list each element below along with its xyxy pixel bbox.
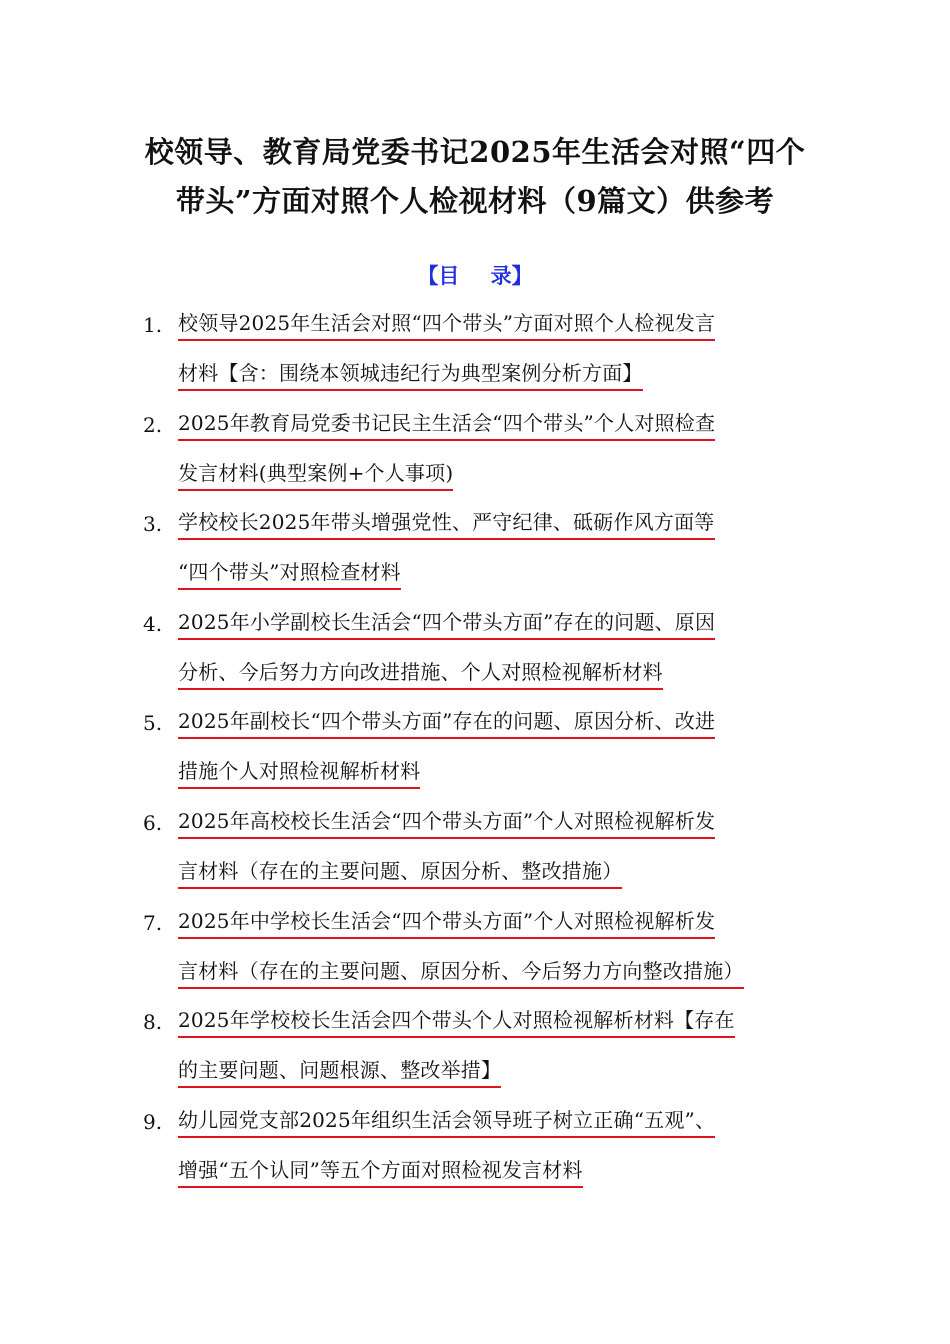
toc-item-link[interactable]: 言材料（存在的主要问题、原因分析、整改措施）	[178, 856, 622, 889]
toc-item-link[interactable]: 增强“五个认同”等五个方面对照检视发言材料	[178, 1155, 583, 1188]
toc-item-number: 1.	[143, 313, 163, 337]
toc-item-link[interactable]: 2025年副校长“四个带头方面”存在的问题、原因分析、改进	[178, 706, 715, 739]
toc-item-link[interactable]: 2025年学校校长生活会四个带头个人对照检视解析材料【存在	[178, 1005, 735, 1038]
toc-heading-right: 录】	[490, 263, 533, 288]
toc-item-link[interactable]: 分析、今后努力方向改进措施、个人对照检视解析材料	[178, 657, 663, 690]
toc-item-number: 7.	[143, 910, 163, 935]
toc-item[interactable]	[143, 806, 823, 906]
toc-item-link[interactable]: 校领导2025年生活会对照“四个带头”方面对照个人检视发言	[178, 308, 715, 341]
toc-item-number: 9.	[143, 1109, 163, 1134]
toc-item-link[interactable]: “四个带头”对照检查材料	[178, 557, 401, 590]
toc-item-link[interactable]: 2025年高校校长生活会“四个带头方面”个人对照检视解析发	[178, 806, 715, 839]
title-line: 校领导、教育局党委书记2025年生活会对照“四个	[144, 135, 806, 169]
toc-item-link[interactable]: 学校校长2025年带头增强党性、严守纪律、砥砺作风方面等	[178, 507, 715, 540]
toc-item-link[interactable]: 发言材料(典型案例+个人事项)	[178, 458, 453, 491]
toc-item-number: 2.	[143, 412, 163, 437]
toc-item-link[interactable]: 材料【含：围绕本领城违纪行为典型案例分析方面】	[178, 358, 643, 391]
table-of-contents	[143, 308, 823, 1204]
toc-item[interactable]	[143, 408, 823, 508]
toc-item-link[interactable]: 幼儿园党支部2025年组织生活会领导班子树立正确“五观”、	[178, 1105, 715, 1138]
toc-item[interactable]	[143, 706, 823, 806]
toc-item-number: 4.	[143, 611, 163, 636]
toc-item-link[interactable]: 的主要问题、问题根源、整改举措】	[178, 1055, 501, 1088]
toc-item-link[interactable]: 2025年小学副校长生活会“四个带头方面”存在的问题、原因	[178, 607, 715, 640]
toc-item[interactable]	[143, 607, 823, 707]
toc-item[interactable]	[143, 1005, 823, 1105]
toc-item-link[interactable]: 2025年教育局党委书记民主生活会“四个带头”个人对照检查	[178, 408, 715, 441]
document-title	[60, 128, 890, 226]
toc-item-number: 6.	[143, 810, 163, 835]
toc-item-link[interactable]: 措施个人对照检视解析材料	[178, 756, 420, 789]
toc-item[interactable]	[143, 507, 823, 607]
toc-heading	[0, 260, 950, 290]
toc-item-link[interactable]: 2025年中学校长生活会“四个带头方面”个人对照检视解析发	[178, 906, 715, 939]
toc-item-number: 8.	[143, 1010, 163, 1035]
toc-item-link[interactable]: 言材料（存在的主要问题、原因分析、今后努力方向整改措施）	[178, 956, 744, 989]
toc-item-number: 3.	[143, 512, 163, 537]
toc-item-number: 5.	[143, 711, 163, 736]
title-line: 带头”方面对照个人检视材料（9篇文）供参考	[175, 184, 775, 218]
toc-item[interactable]	[143, 906, 823, 1006]
toc-item[interactable]	[143, 1105, 823, 1205]
toc-item[interactable]	[143, 308, 823, 408]
toc-heading-left: 【目	[417, 263, 460, 288]
